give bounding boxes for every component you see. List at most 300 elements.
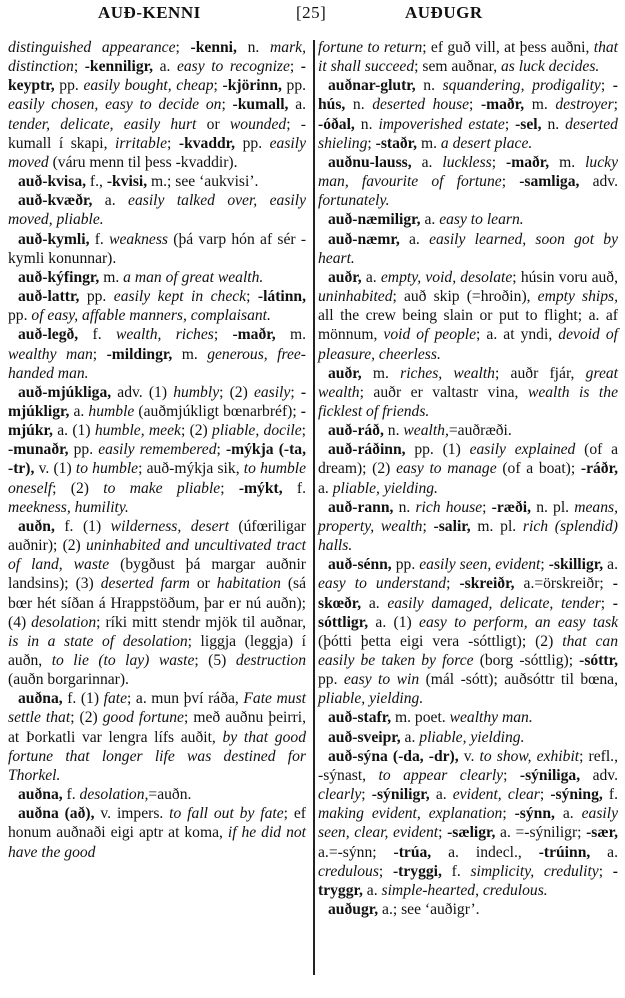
headword: auðn,: [18, 517, 55, 535]
definition: tender, delicate, easily hurt: [8, 115, 197, 133]
dictionary-entry: [318, 364, 618, 421]
definition: of easy, affable manners, complaisant.: [31, 307, 271, 325]
definition: distinguished appearance: [8, 39, 176, 56]
headword: auð-kvisa,: [18, 173, 87, 191]
definition: simplicity, credulity: [470, 862, 599, 880]
entry-text: ;: [438, 824, 448, 842]
entry-text: f.: [78, 326, 116, 344]
entry-text: a.=örskreiðr;: [514, 575, 613, 593]
entry-text: pp. (1): [405, 441, 470, 459]
entry-text: v. (1): [34, 460, 76, 478]
entry-text: ;: [367, 134, 376, 152]
dictionary-entry: [318, 230, 618, 268]
headword: auðnar-glutr,: [328, 77, 416, 95]
definition: if he did not have the good: [8, 824, 306, 861]
page-number: [25]: [296, 3, 327, 22]
definition: as luck decides.: [501, 58, 600, 76]
headword: auðr,: [328, 268, 362, 286]
headword: -kjörinn,: [222, 77, 282, 95]
definition: wealthy man.: [449, 709, 533, 727]
headword: -kenni,: [190, 39, 237, 56]
definition: impoverished estate: [378, 115, 505, 133]
entry-text: a.: [411, 153, 443, 171]
entry-text: a.: [400, 728, 420, 746]
headword: -mjúkligr,: [8, 383, 307, 420]
definition: making evident, explanation: [318, 805, 503, 823]
headword: -sýniliga,: [519, 766, 581, 784]
entry-text: ;: [378, 862, 393, 880]
headword: auð-kymli,: [18, 230, 90, 248]
entry-text: n.: [415, 77, 443, 95]
definition: easily learned, soon got by heart.: [318, 230, 618, 267]
definition: weakness: [109, 230, 168, 248]
entry-text: pp.: [318, 671, 344, 689]
definition: desolation,: [79, 786, 149, 804]
entry-text: n.: [236, 39, 271, 56]
headword: -maðr,: [232, 326, 276, 344]
headword: -ræði,: [491, 498, 532, 516]
headword: auð-sýna (-da, -dr),: [328, 747, 459, 765]
headword: auðna,: [18, 690, 63, 708]
headword: -sær,: [586, 824, 619, 842]
entry-text: n.: [541, 115, 566, 133]
entry-text: f.: [441, 862, 471, 880]
entry-text: ;: [598, 862, 613, 880]
definition: that can easily be taken by force: [318, 632, 618, 669]
left-column: [8, 38, 306, 862]
entry-text: ;: [501, 173, 520, 191]
entry-text: =auðn.: [148, 786, 192, 804]
definition: pliable, yielding.: [332, 479, 438, 497]
entry-text: (sá bœr hét síðan á Hrappstöðum, þar er nú auðn); (4): [8, 575, 307, 631]
entry-text: all the crew being slain or put to flight; a. af mönnum,: [318, 307, 618, 344]
headword: auð-kýfingr,: [18, 268, 100, 286]
dictionary-entry: [8, 689, 306, 785]
definition: credulous: [318, 862, 379, 880]
dictionary-entry: [8, 785, 306, 804]
entry-text: ;: [540, 556, 549, 574]
dictionary-entry: [8, 172, 306, 191]
definition: easy to perform, an easy task: [419, 613, 618, 631]
entry-continuation: [8, 38, 306, 172]
entry-text: ; (2): [52, 479, 104, 497]
entry-text: m.: [275, 326, 306, 344]
entry-text: ;: [167, 134, 179, 152]
entry-text: a.: [361, 594, 388, 612]
definition: easily seen, evident: [419, 556, 541, 574]
entry-text: ;: [221, 96, 233, 114]
entry-text: adv. (1): [111, 383, 174, 401]
entry-text: pp.: [281, 77, 307, 95]
dictionary-entry: [318, 421, 618, 440]
definition: by that good fortune that longer life was destined for Thorkel.: [8, 728, 306, 784]
headword: -kvaddr,: [178, 134, 236, 152]
entry-text: ;: [213, 77, 223, 95]
entry-text: ;: [220, 479, 239, 497]
entry-text: m. pl.: [470, 517, 523, 535]
headword: -sel,: [515, 115, 542, 133]
headword: -mjúkr,: [8, 402, 306, 440]
entry-text: a.: [69, 402, 89, 420]
headword: -sýniligr,: [371, 786, 430, 804]
definition: devoid of pleasure, cheerless.: [318, 326, 619, 363]
definition: is in a state of desolation: [8, 632, 188, 650]
entry-text: f.: [602, 786, 618, 804]
entry-text: ; -kumall í skapi,: [8, 115, 306, 152]
headword: -kenniligr,: [84, 58, 154, 76]
definition: to make pliable: [103, 479, 221, 497]
entry-text: v.: [458, 747, 480, 765]
entry-text: adv.: [579, 173, 618, 191]
definition: clearly: [318, 786, 362, 804]
headword: auðnu-lauss,: [328, 153, 412, 171]
headword: auð-legð,: [18, 326, 79, 344]
dictionary-entry: [318, 747, 618, 900]
entry-text: a. (1): [52, 422, 95, 440]
definition: easy to learn.: [439, 211, 524, 229]
entry-text: (þótti þetta eigi vera -sóttligt); (2): [318, 632, 563, 650]
entry-text: a.: [288, 96, 307, 114]
headword: -hús,: [318, 77, 618, 114]
entry-text: m.: [524, 96, 556, 114]
entry-text: (borg -sóttlig);: [473, 652, 580, 669]
definition: habitation: [216, 575, 281, 593]
entry-text: f.: [282, 479, 306, 497]
entry-text: (váru menn til þess -kvaddir).: [48, 153, 238, 171]
definition: pliable, yielding.: [318, 690, 424, 708]
definition: that it shall succeed: [318, 39, 618, 76]
headword: auð-lattr,: [18, 288, 80, 306]
column-divider: [313, 40, 315, 975]
entry-text: a.: [603, 556, 619, 574]
definition: deserted shieling: [318, 115, 618, 152]
headword: -munaðr,: [8, 441, 69, 459]
entry-text: ;: [613, 96, 619, 114]
dictionary-entry: [318, 900, 618, 919]
entry-text: pp.: [54, 77, 84, 95]
definition: easily damaged, delicate, tender: [387, 594, 601, 612]
dictionary-entry: [318, 153, 618, 210]
dictionary-entry: [318, 210, 618, 229]
definition: simple-hearted, credulous.: [381, 881, 548, 899]
entry-text: n.: [393, 498, 416, 516]
definition: fortunately.: [318, 192, 390, 210]
definition: easily chosen, easy to decide on: [8, 96, 222, 114]
headword: auðna (að),: [18, 805, 95, 823]
entry-continuation: [318, 38, 618, 76]
headword: -mýkja (-ta, -tr),: [8, 441, 306, 478]
headword: -sýnn,: [514, 805, 555, 823]
definition: easy to recognize: [176, 58, 290, 76]
definition: luckless: [442, 153, 492, 171]
headword: -trúa,: [393, 843, 432, 861]
headword: -kumall,: [232, 96, 289, 114]
entry-text: a.: [420, 211, 440, 229]
dictionary-entry: [8, 383, 306, 517]
headword: auð-sénn,: [328, 556, 392, 574]
headword: -mildingr,: [106, 345, 173, 363]
dictionary-entry: [318, 555, 618, 708]
entry-text: ; með auðnu þeirri, at Þorkatli var lengra lífs auðit,: [8, 709, 306, 746]
dictionary-entry: [318, 268, 618, 364]
entry-text: f. (1): [62, 690, 104, 708]
entry-text: ;: [482, 498, 492, 516]
entry-text: (úfœriligar auðnir); (2): [8, 517, 306, 555]
entry-text: ; ríki mitt stendr mjök til auðnar,: [96, 613, 306, 631]
entry-text: (þá varp hón af sér -kymli konunnar).: [8, 230, 307, 267]
definition: humbly: [173, 383, 220, 401]
entry-text: m. poet.: [391, 709, 450, 727]
entry-text: pp.: [235, 134, 270, 152]
entry-text: ;: [289, 58, 301, 76]
definition: pliable, yielding.: [419, 728, 525, 746]
definition: deserted farm: [100, 575, 190, 593]
entry-text: m.: [549, 153, 586, 171]
entry-text: a.: [92, 192, 129, 210]
headword: -sóttr,: [579, 652, 618, 669]
entry-text: a. (1): [368, 613, 420, 631]
entry-text: ;: [216, 441, 226, 459]
entry-text: ;: [504, 115, 516, 133]
headword: auðna,: [18, 786, 63, 804]
entry-text: (auðmjúkligt bœnarbréf);: [134, 402, 301, 420]
entry-text: n.: [345, 96, 373, 114]
entry-text: ; auð-mýkja sik,: [138, 460, 244, 478]
entry-text: ;: [246, 288, 258, 306]
headword: auð-rann,: [328, 498, 394, 516]
headword: -maðr,: [506, 153, 550, 171]
entry-text: ; a. mun því ráða,: [127, 690, 244, 708]
entry-text: ; auðr er valtastr vina,: [359, 383, 528, 401]
entry-text: a.: [554, 805, 582, 823]
entry-text: ; ef guð vill, at þess auðni,: [422, 39, 594, 56]
headword: -maðr,: [480, 96, 525, 114]
entry-text: a.: [361, 268, 381, 286]
headword: auð-sveipr,: [328, 728, 401, 746]
definition: evident, clear: [452, 786, 540, 804]
entry-text: ; a. at yndi,: [476, 326, 559, 344]
running-head-right: AUÐUGR: [405, 3, 483, 22]
definition: means, property, wealth: [318, 498, 618, 535]
entry-text: ; auðr fjár,: [494, 364, 586, 382]
entry-text: ; (2): [180, 422, 213, 440]
headword: -skreiðr,: [459, 575, 515, 593]
entry-text: (of a boat);: [496, 460, 581, 478]
entry-text: a.: [399, 230, 430, 248]
definition: easily kept in check: [113, 288, 247, 306]
entry-text: (auðn borgarinnar).: [8, 671, 129, 689]
definition: easily explained: [469, 441, 576, 459]
entry-text: a. indecl.,: [431, 843, 539, 861]
entry-text: f. (1): [54, 517, 111, 535]
entry-text: ; sem auðnar,: [414, 58, 501, 76]
headword: -tryggr,: [318, 862, 618, 899]
entry-text: f.,: [86, 173, 107, 191]
definition: fate: [103, 690, 128, 708]
entry-text: ;: [290, 383, 301, 401]
definition: a man of great wealth.: [123, 268, 264, 286]
definition: lucky man, favourite of fortune: [318, 153, 618, 191]
dictionary-entry: [318, 498, 618, 555]
entry-text: ; (2): [219, 383, 254, 401]
entry-text: ; ef honum auðnaði eigi aptr at koma,: [8, 805, 306, 842]
headword: -skilligr,: [548, 556, 604, 574]
headword: -ráðr,: [580, 460, 618, 478]
dictionary-entry: [8, 325, 306, 382]
entry-text: ; (2): [70, 709, 103, 727]
headword: auð-næmr,: [328, 230, 400, 248]
headword: auð-kvæðr,: [18, 192, 93, 210]
headword: -sýning,: [550, 786, 603, 804]
definition: to humble oneself: [8, 460, 307, 497]
entry-text: f.: [89, 230, 110, 248]
definition: easily bought, cheap: [83, 77, 214, 95]
entry-text: or: [196, 115, 230, 133]
entry-text: ; liggja (leggja) í auðn,: [8, 632, 307, 669]
entry-text: ; refl., -sýnast,: [318, 747, 618, 784]
entry-text: m.: [361, 364, 401, 382]
definition: void of people: [383, 326, 477, 344]
headword: -staðr,: [375, 134, 418, 152]
definition: uninhabited and uncultivated tract of land, waste: [8, 537, 306, 574]
entry-text: ;: [469, 96, 481, 114]
entry-text: ;: [301, 422, 306, 440]
definition: deserted house: [372, 96, 470, 114]
definition: empty, void, desolate: [380, 268, 513, 286]
definition: mark, distinction: [8, 39, 306, 76]
definition: squandering, prodigality: [442, 77, 601, 95]
definition: easily: [253, 383, 291, 401]
entry-text: v. impers.: [94, 805, 170, 823]
headword: auðr,: [328, 364, 362, 382]
headword: -látinn,: [257, 288, 306, 306]
dictionary-entry: [318, 708, 618, 727]
entry-text: pp.: [391, 556, 420, 574]
headword: auð-stafr,: [328, 709, 392, 727]
running-head-left: AUÐ-KENNI: [98, 3, 201, 22]
definition: fortune to return: [318, 39, 423, 56]
headword: auð-mjúkliga,: [18, 383, 112, 401]
definition: Fate must settle that: [8, 690, 306, 727]
entry-text: ; auð skip (=hroðin),: [392, 288, 538, 306]
entry-text: n. pl.: [531, 498, 575, 516]
definition: easily moved: [8, 134, 306, 171]
headword: -mýkt,: [238, 479, 283, 497]
entry-text: a.; see ‘auðigr’.: [378, 901, 480, 919]
headword: -kvisi,: [106, 173, 148, 191]
definition: wealth is the ficklest of friends.: [318, 383, 618, 420]
definition: good fortune: [102, 709, 184, 727]
entry-text: (bygðust þá margar auðnir landsins); (3): [8, 556, 306, 593]
headword: -tryggi,: [392, 862, 442, 880]
definition: generous, free-handed man.: [8, 345, 306, 382]
definition: rich house: [415, 498, 483, 516]
entry-text: a.: [318, 479, 333, 497]
entry-text: a. =-sýniligr;: [495, 824, 587, 842]
entry-text: a.=-sýnn;: [318, 843, 394, 861]
entry-text: a.: [153, 58, 177, 76]
definition: great wealth: [318, 364, 618, 401]
entry-text: ;: [213, 326, 233, 344]
definition: easily remembered: [98, 441, 217, 459]
definition: uninhabited: [318, 288, 393, 306]
dictionary-entry: [318, 440, 618, 497]
definition: to humble: [75, 460, 139, 478]
definition: to appear clearly: [378, 766, 504, 784]
entry-text: ; (5): [194, 652, 236, 669]
entry-text: m.: [99, 268, 124, 286]
entry-text: a.: [429, 786, 453, 804]
definition: easily seen, clear, evident: [318, 805, 618, 842]
headword: -skœðr,: [318, 575, 618, 612]
entry-text: ;: [502, 805, 515, 823]
dictionary-entry: [8, 517, 306, 689]
definition: to show, exhibit: [479, 747, 580, 765]
definition: easily talked over, easily moved, pliable.: [8, 192, 306, 229]
dictionary-entry: [318, 728, 618, 747]
dictionary-entry: [8, 268, 306, 287]
definition: humble: [88, 402, 135, 420]
entry-text: or: [189, 575, 217, 593]
entry-text: ;: [491, 153, 507, 171]
definition: riches, wealth: [400, 364, 495, 382]
dictionary-entry: [8, 230, 306, 268]
definition: destroyer: [555, 96, 614, 114]
definition: meekness, humility.: [8, 498, 129, 516]
headword: -sæligr,: [447, 824, 496, 842]
dictionary-entry: [318, 76, 618, 153]
headword: -óðal,: [318, 115, 355, 133]
definition: rich (splendid) halls.: [318, 517, 618, 555]
definition: easy to manage: [396, 460, 497, 478]
entry-text: ;: [600, 77, 613, 95]
definition: wealth,: [403, 422, 449, 440]
entry-text: f.: [62, 786, 80, 804]
headword: -trúinn,: [538, 843, 591, 861]
entry-text: ;: [73, 58, 85, 76]
headword: auð-ráð,: [328, 422, 384, 440]
entry-text: ;: [600, 594, 613, 612]
entry-text: (of a dream); (2): [318, 441, 618, 478]
definition: pliable, docile: [212, 422, 302, 440]
definition: to fall out by fate: [169, 805, 284, 823]
entry-text: pp.: [79, 288, 114, 306]
dictionary-entry: [8, 804, 306, 861]
entry-text: ;: [92, 345, 107, 363]
entry-text: m.; see ‘aukvisi’.: [147, 173, 259, 191]
definition: humble, meek: [94, 422, 181, 440]
entry-text: ;: [361, 786, 372, 804]
entry-text: =auðræði.: [448, 422, 512, 440]
entry-text: m.: [172, 345, 208, 363]
entry-text: ; húsin voru auð,: [512, 268, 619, 286]
headword: auðugr,: [328, 901, 379, 919]
definition: wilderness, desert: [110, 517, 229, 535]
headword: auð-ráðinn,: [328, 441, 406, 459]
definition: destruction: [235, 652, 307, 669]
headword: -sóttligr,: [318, 594, 618, 631]
entry-text: ;: [446, 575, 460, 593]
definition: wealth, riches: [115, 326, 214, 344]
definition: a desert place.: [440, 134, 533, 152]
right-column: [318, 38, 618, 919]
definition: irritable: [115, 134, 168, 152]
entry-text: n.: [383, 422, 404, 440]
entry-text: pp.: [8, 307, 32, 325]
definition: easy to win: [343, 671, 420, 689]
definition: empty ships,: [537, 288, 618, 306]
definition: to lie (to lay) waste: [51, 652, 195, 669]
